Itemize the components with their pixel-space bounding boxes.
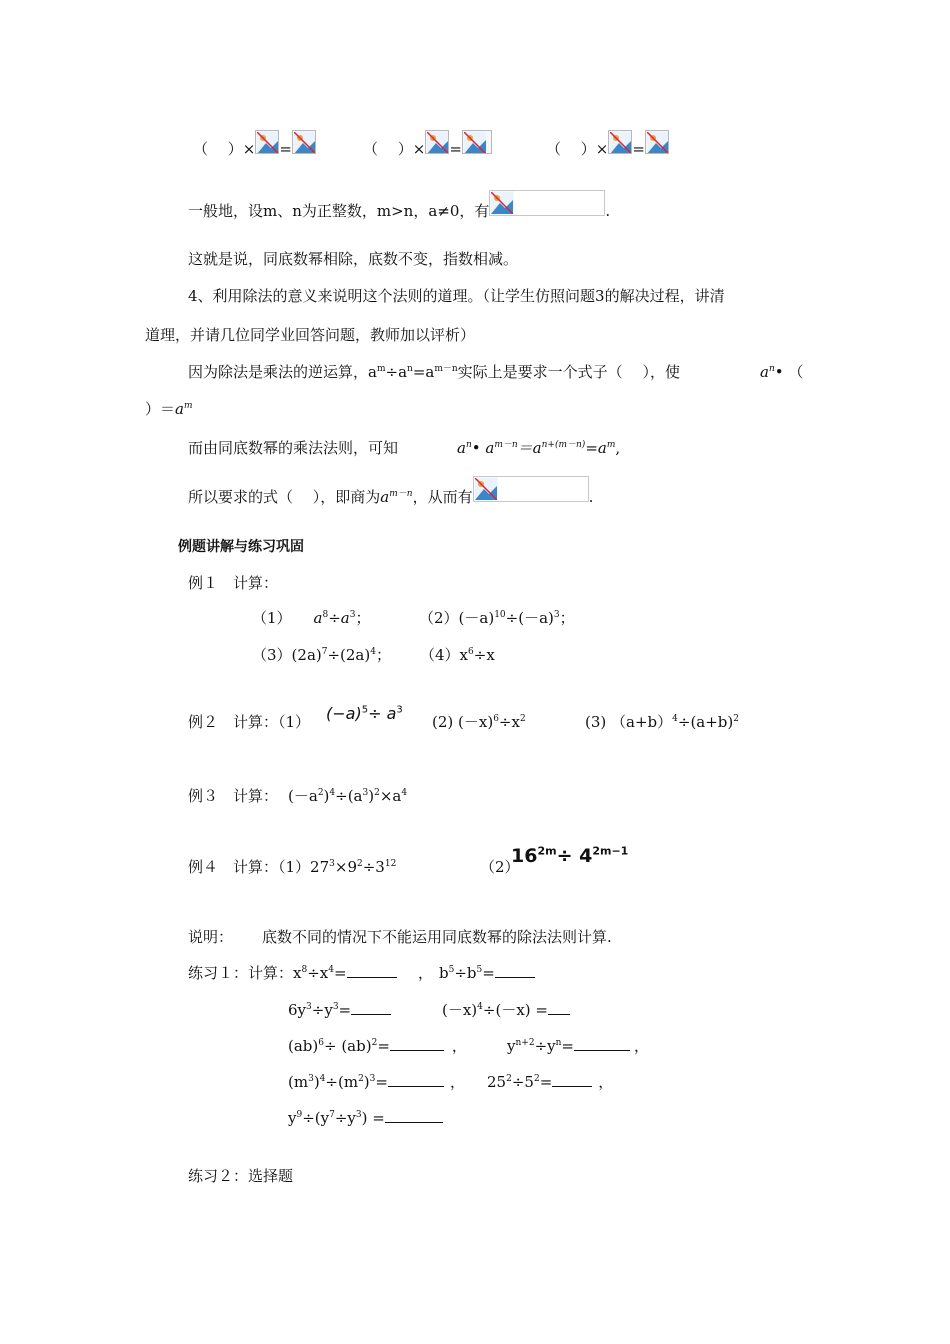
equals-1: = <box>279 140 292 158</box>
example-4: 例４ 计算：$(1)27^3\times 9^2\div 3^{12}$ <box>188 858 397 876</box>
that-is-text: 这就是说，同底数幂相除，底数不变，指数相减。 <box>188 250 519 268</box>
section-title: 例题讲解与练习巩固 <box>178 539 304 555</box>
example-1-part-3: $(3)(2a)^7\div(2a)^4$； <box>252 646 391 664</box>
answer-blank[interactable] <box>574 1036 630 1051</box>
practice-1-row-5: $y^9\div(y^7\div y^3)$ = <box>288 1108 443 1128</box>
because-an-expr: $a^n•$ （ <box>760 363 804 381</box>
note-text: 底数不同的情况下不能运用同底数幂的除法法则计算. <box>262 928 612 946</box>
answer-blank[interactable] <box>390 1036 444 1051</box>
example-4-part-2-expr: $16^{2m}\div 4^{2m-1}$ <box>511 844 629 867</box>
practice-1-row-2b: $(-x)^4\div(-x)$ = <box>442 1000 570 1020</box>
row-1-expressions-3 <box>546 130 669 159</box>
answer-blank[interactable] <box>552 1072 592 1087</box>
example-1-part-1: （1） $a^8\div a^3$； <box>252 609 371 627</box>
formula-image-box <box>473 476 589 502</box>
item-4-line-1: 4、利用除法的意义来说明这个法则的道理。（让学生仿照问题3的解决过程，讲清 <box>188 287 725 305</box>
general-rule <box>188 190 610 221</box>
note-label: 说明： <box>188 928 234 946</box>
paren-times-1: （ ）× <box>193 140 256 158</box>
answer-blank[interactable] <box>388 1072 444 1087</box>
practice-1-row-4a: $(m^3)^4\div(m^2)^3=$ ， <box>288 1073 465 1091</box>
paren-times-3: （ ）× <box>546 140 609 158</box>
answer-blank[interactable] <box>548 1000 570 1015</box>
by-rule-expr: $a^n•$ $a^{m-n}=a^{n+(m-n)}=a^m$, <box>457 439 621 457</box>
answer-blank[interactable] <box>347 963 397 978</box>
so-line: 所以要求的式（ ），即商为$a^{m-n}$，从而有 . <box>188 476 593 507</box>
broken-image-icon <box>645 130 669 154</box>
broken-image-icon <box>425 130 449 154</box>
practice-1-row-1b: ， $b^5\div b^5=$ <box>418 963 535 983</box>
row-1-expressions-2 <box>363 130 492 159</box>
answer-blank[interactable] <box>495 963 535 978</box>
example-2: 例２ 计算：（1） <box>188 713 311 731</box>
formula-image-box <box>489 190 605 216</box>
practice-1-row-4b: $25^2\div 5^2=$ ， <box>487 1073 614 1091</box>
example-1-label: 例１ 计算： <box>188 574 279 592</box>
because-line-2: ）$=a^m$ <box>145 400 193 418</box>
equals-3: = <box>632 140 645 158</box>
broken-image-icon <box>608 130 632 154</box>
example-2-expr-1: $(-a)^5\div a^3$ <box>326 704 403 723</box>
broken-image-icon <box>255 130 279 154</box>
row-1-expressions <box>193 130 316 159</box>
practice-1-row-1: 练习１：计算：$x^8\div x^4=$ <box>188 963 397 983</box>
example-2-part-2: (2) $(-x)^6\div x^2$ <box>432 713 526 731</box>
general-end: . <box>605 202 611 220</box>
general-text: 一般地，设m、n为正整数，m>n，a≠0，有 <box>188 202 490 220</box>
practice-1-row-3a: (ab)$^6$÷ (ab)$^2$= ， <box>288 1037 467 1055</box>
item-4-line-2: 道理，并请几位同学业回答问题，教师加以评析） <box>145 326 476 344</box>
broken-image-icon <box>292 130 316 154</box>
example-1-part-4: $(4)x^6\div x$ <box>420 646 495 664</box>
answer-blank[interactable] <box>351 1000 391 1015</box>
broken-image-icon <box>474 477 498 501</box>
because-line-1: 因为除法是乘法的逆运算，$a^m\div a^n=a^{m-n}$实际上是要求一个式子（ ），使 <box>188 363 680 381</box>
example-1-part-2: $(2)(-a)^{10}\div(-a)^3$； <box>419 609 575 627</box>
example-2-part-3: (3) $(a+b)^4\div(a+b)^2$ <box>585 713 739 731</box>
equals-2: = <box>449 140 462 158</box>
by-rule-line: 而由同底数幂的乘法法则，可知 <box>188 439 399 457</box>
broken-image-icon <box>490 191 514 215</box>
example-4-part-2-label: （2） <box>480 858 520 876</box>
paren-times-2: （ ）× <box>363 140 426 158</box>
answer-blank[interactable] <box>385 1108 443 1123</box>
practice-1-row-2a: $6y^3\div y^3=$ <box>288 1000 391 1020</box>
example-3: 例３ 计算： $(-a^2)^4\div(a^3)^2\times a^4$ <box>188 787 408 805</box>
practice-2-label: 练习２：选择题 <box>188 1167 294 1185</box>
broken-image-icon <box>462 130 492 154</box>
practice-1-row-3b: $y^{n+2}\div y^n=$ ， <box>507 1037 649 1055</box>
